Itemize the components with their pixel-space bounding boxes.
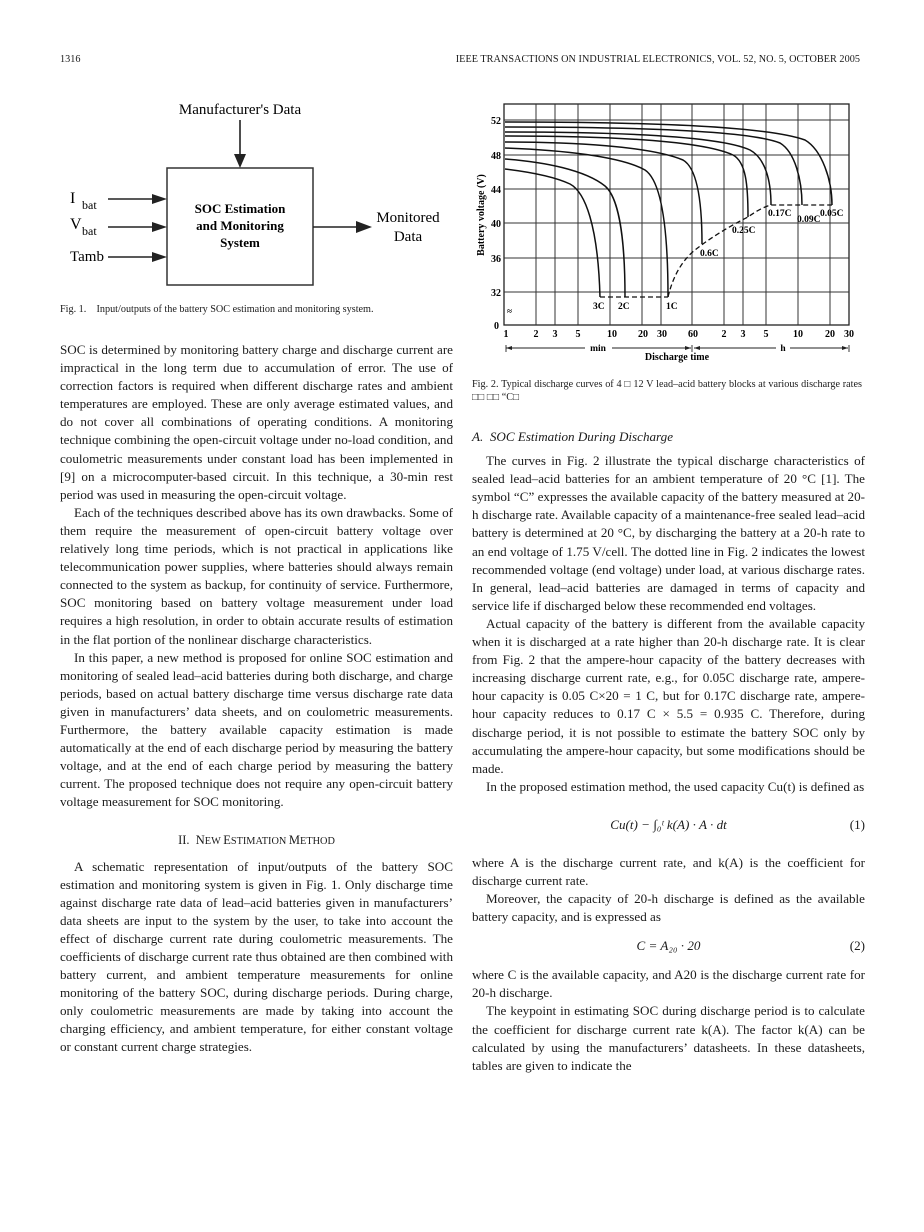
svg-text:0.05C: 0.05C: [820, 209, 844, 219]
figure-2-discharge-chart: [472, 100, 862, 370]
output-line-1: Monitored: [376, 210, 440, 226]
paragraph: In this paper, a new method is proposed for online SOC estimation and monitoring of sealed lead–acid batteries during both discharge, and charge periods, based on actual battery discharge time versus discharge rate data given in manufacturers’ data sheets, and on coulometric measurements. Furthermore, the battery available capacity estimation is made automatically at the end of each discharge period by measuring the battery voltage, and at the end of each charge period by measuring the battery current. The proposed technique does not require any open-circuit battery voltage measurement for SOC monitoring.: [60, 649, 453, 810]
output-line-2: Data: [393, 229, 423, 245]
input-tamb: Tamb: [70, 249, 104, 265]
x-unit-min: min: [590, 344, 606, 354]
figure-2-caption: Fig. 2. Typical discharge curves of 4 □ 12 V lead–acid battery blocks at various discharge rates □□ □□ “C□: [472, 379, 862, 403]
svg-text:3C: 3C: [593, 302, 605, 312]
arrow-down-icon: [234, 154, 246, 168]
figure-1-caption: Fig. 1. Input/outputs of the battery SOC estimation and monitoring system.: [60, 304, 374, 315]
input-ibat-main: I: [70, 190, 76, 207]
svg-text:0.6C: 0.6C: [700, 249, 719, 259]
paragraph: SOC is determined by monitoring battery charge and discharge current are impractical in the long term due to accumulation of error. The use of correction factors is required when different discharge rates and ambient temperatures are employed. These are only average estimated values, and do not cover all combinations of operating conditions. A monitoring technique combining the open-circuit voltage under no-load condition, and coulometric measurements under constant load has been implemented in [9] on a microcomputer-based circuit. In this technique, a 30-min rest period was used in measuring the open-circuit voltage.: [60, 342, 453, 502]
paragraph: Moreover, the capacity of 20-h discharge is defined as the available battery capacity, and is expressed as: [472, 891, 865, 925]
y-axis-ticks: [491, 116, 501, 332]
svg-text:5: 5: [763, 329, 769, 340]
x-axis-ticks: [504, 329, 855, 340]
right-column: [472, 428, 865, 1075]
svg-text:48: 48: [491, 151, 501, 162]
paragraph: The keypoint in estimating SOC during discharge period is to calculate the coefficient for discharge current rate k(A). The factor k(A) can be calculated by using the manufacturers’ datasheets. In these datasheets, tables are given to indicate the: [472, 1003, 865, 1073]
arrow-right-icon: [152, 252, 167, 262]
svg-text:20: 20: [638, 329, 648, 340]
svg-text:30: 30: [844, 329, 854, 340]
arrow-right-icon: [152, 194, 167, 204]
equation-1: [472, 796, 865, 854]
input-vbat-sub: bat: [82, 224, 97, 238]
svg-text:0.09C: 0.09C: [797, 215, 821, 225]
svg-text:2: 2: [533, 329, 539, 340]
svg-text:44: 44: [491, 185, 501, 196]
equation-2-number: (2): [849, 938, 865, 954]
discharge-chart-svg: [472, 100, 862, 370]
svg-text:0: 0: [494, 321, 499, 332]
svg-text:52: 52: [491, 116, 501, 127]
block-diagram-svg: [60, 92, 460, 302]
journal-header: IEEE TRANSACTIONS ON INDUSTRIAL ELECTRONICS, VOL. 52, NO. 5, OCTOBER 2005: [455, 54, 860, 65]
box-line-1: SOC Estimation: [194, 201, 286, 216]
equation-1-body: Cu(t) − ∫₀ᵗ k(A) · A · dt: [610, 816, 727, 832]
svg-text:3: 3: [552, 329, 558, 340]
equation-1-number: (1): [849, 816, 865, 832]
svg-text:36: 36: [491, 254, 501, 265]
svg-text:10: 10: [607, 329, 617, 340]
equation-2: [472, 926, 865, 966]
x-axis-label: Discharge time: [644, 352, 710, 363]
svg-text:2: 2: [721, 329, 727, 340]
section-title: NEW ESTIMATION METHOD: [195, 833, 335, 848]
manufacturers-data-label: Manufacturer's Data: [178, 102, 302, 118]
paragraph: where C is the available capacity, and A20 is the discharge current rate for 20-h discharge.: [472, 967, 865, 1001]
svg-text:30: 30: [657, 329, 667, 340]
curve-labels: [593, 209, 844, 312]
horizontal-gridlines: [504, 120, 849, 292]
left-column: [60, 341, 453, 1057]
paragraph: Each of the techniques described above has its own drawbacks. Some of them require the measurement of open-circuit battery voltage over relatively long time periods, which is not practical in applications like telecommunication power supplies, where batteries should always remain connected to the system as backup, for continuity of service. Furthermore, SOC monitoring based on battery voltage measurement under load requires a high resolution, in order to obtain accurate results of estimation in the flat portion of the nonlinear discharge characteristics.: [60, 504, 453, 647]
x-unit-h: h: [780, 344, 786, 354]
curve-3c: [505, 169, 600, 297]
svg-text:1: 1: [503, 329, 509, 340]
paragraph: where A is the discharge current rate, and k(A) is the coefficient for discharge current rate.: [472, 854, 865, 888]
curve-0-09c: [505, 127, 802, 205]
equation-2-body: C = A₂₀ · 20: [636, 938, 701, 954]
axis-break-icon: ≈: [507, 306, 512, 316]
section-heading: [60, 831, 453, 851]
svg-text:40: 40: [491, 219, 501, 230]
svg-text:32: 32: [491, 288, 501, 299]
curve-2c: [505, 159, 625, 297]
subsection-heading: A. SOC Estimation During Discharge: [472, 429, 674, 444]
input-vbat-main: V: [70, 216, 82, 233]
svg-text:0.25C: 0.25C: [732, 226, 756, 236]
svg-text:3: 3: [740, 329, 746, 340]
arrow-right-icon: [356, 221, 372, 233]
page-number: 1316: [60, 54, 81, 65]
svg-text:60: 60: [688, 329, 698, 340]
section-number: II.: [178, 833, 190, 848]
input-ibat-sub: bat: [82, 198, 97, 212]
paragraph: In the proposed estimation method, the used capacity Cu(t) is defined as: [486, 778, 865, 794]
svg-text:0.17C: 0.17C: [768, 209, 792, 219]
y-axis-label: Battery voltage (V): [476, 174, 487, 256]
svg-text:2C: 2C: [618, 302, 630, 312]
box-line-3: System: [220, 235, 260, 250]
paragraph: Actual capacity of the battery is different from the available capacity when it is discharged at a rate higher than 20-h discharge rate. It is clear from Fig. 2 that the ampere-hour capacity of the battery decreases with increasing discharge current rate, e.g., for 0.05C discharge rate, ampere-hour capacity is 0.05 C×20 = 1 C, but for 0.17C discharge rate, ampere-hour capacity reduces to 0.17 C × 5.5 = 0.935 C. Therefore, during discharge period, it is not possible to estimate the battery SOC only by accumulating the ampere-hour capacity, but some modifications should be made.: [472, 615, 865, 776]
unit-range-arrows: [506, 345, 849, 352]
svg-text:10: 10: [793, 329, 803, 340]
svg-text:20: 20: [825, 329, 835, 340]
arrow-right-icon: [152, 222, 167, 232]
paragraph: A schematic representation of input/outputs of the battery SOC estimation and monitoring system is given in Fig. 1. Only discharge time against discharge rate data of lead–acid batteries given in manufacturers’ data sheets are input to the system by the user, to take into account the effect of discharge current rate during coulometric measurements. The coefficients of discharge current rate thus obtained are then combined with battery current, and ambient temperature measurements for online monitoring of the battery SOC, during discharge periods. During charge, only coulometric measurements are made by taking into account the charging efficiency, and ambient temperature, for either constant voltage or constant current charge strategies.: [60, 858, 453, 1055]
curve-0-05c: [505, 122, 832, 205]
box-line-2: and Monitoring: [196, 218, 284, 233]
svg-text:5: 5: [575, 329, 581, 340]
figure-1-block-diagram: [60, 92, 460, 302]
paragraph: The curves in Fig. 2 illustrate the typical discharge characteristics of sealed lead–acid batteries for an ambient temperature of 20 °C [1]. The symbol “C” expresses the available capacity of the battery measured at 20-h discharge rate. Available capacity of a maintenance-free sealed lead–acid battery is determined at 20 °C, by discharging the battery at a 20-h rate to an end voltage of 1.75 V/cell. The dotted line in Fig. 2 indicates the lowest recommended voltage (end voltage) under load, at various discharge rates. In general, lead–acid batteries are damaged in terms of capacity and service life if discharged below these recommended end voltages.: [472, 453, 865, 613]
svg-text:1C: 1C: [666, 302, 678, 312]
